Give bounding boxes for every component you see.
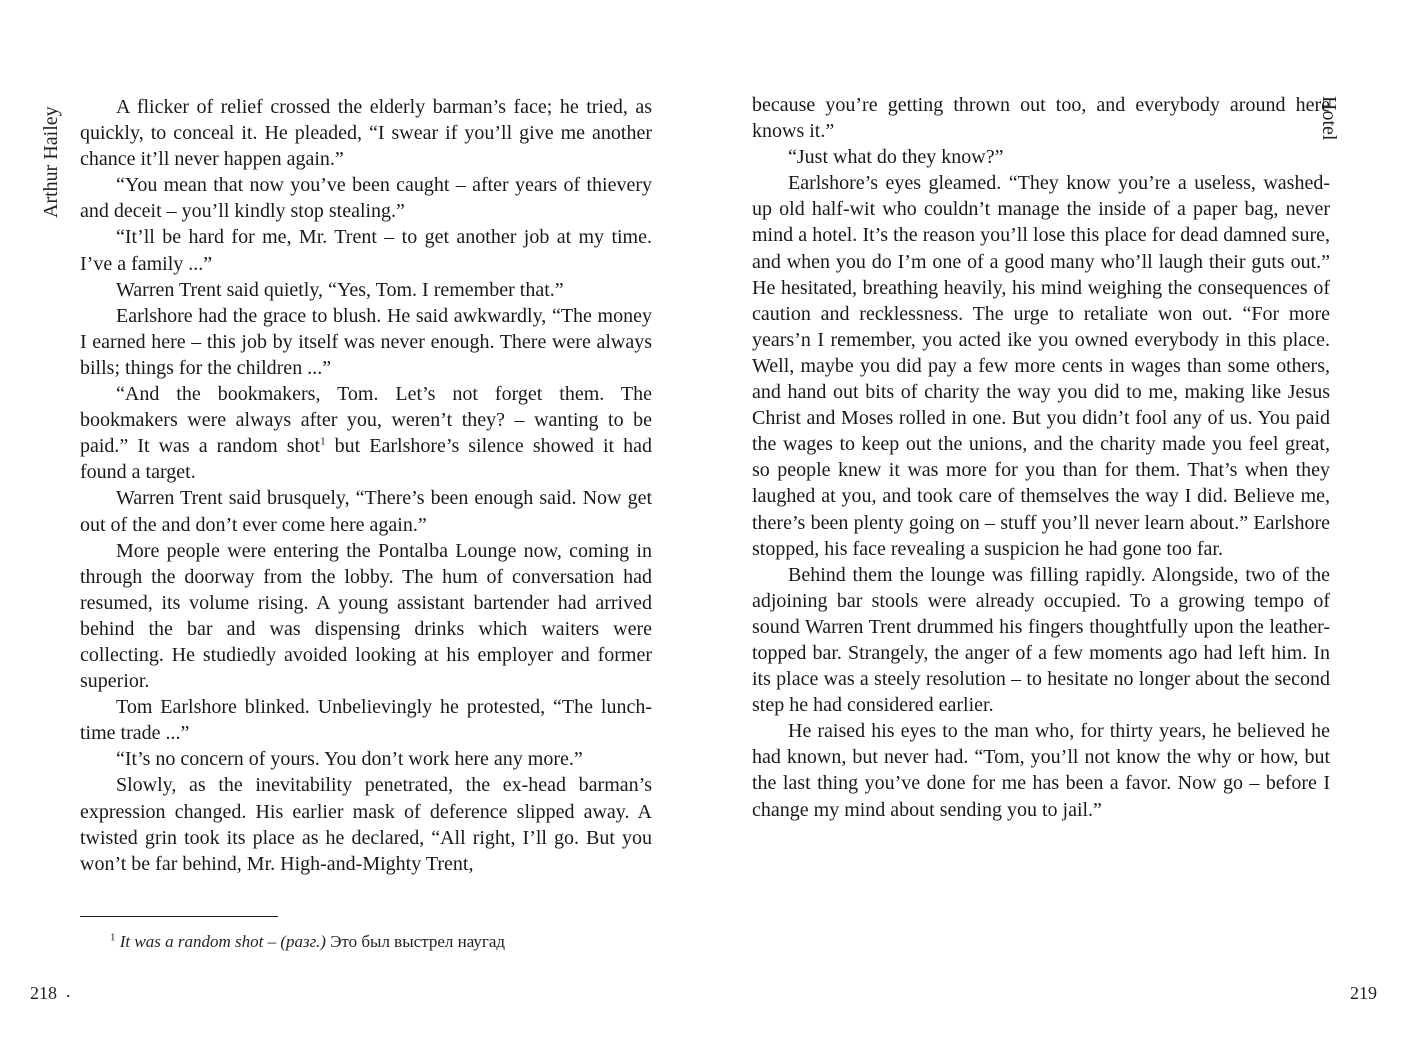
paragraph [80,381,652,485]
paragraph-text-continued: but Earlshore’s silence showed it had found a target. [80,435,652,484]
footnote-phrase: It was a random shot [119,932,264,951]
right-page [704,0,1408,1045]
paragraph: Slowly, as the inevitability penetrated, the ex-head barman’s expression changed. His earlier mask of deference slipped away. A twisted grin took its place as he declared, “All right, I’ll go. But you won’t be far behind, Mr. High-and-Mighty Trent, [80,774,652,875]
running-head-title: Hotel [1318,96,1340,141]
footnote-translation: Это был выстрел наугад [330,932,506,951]
footnote-divider [80,916,278,917]
paragraph: More people were entering the Pontalba Lounge now, coming in through the doorway from the lobby. The hum of conversation had resumed, its volume rising. A young assistant bartender had arrived behind the bar and was dispensing drinks which waiters were collecting. He studiedly avoided looking at his employer and former superior. [80,539,652,693]
paragraph: “Just what do they know?” [788,146,1004,169]
paragraph: “It’ll be hard for me, Mr. Trent – to get another job at my time. I’ve a family ...” [80,226,652,275]
paragraph: Earlshore had the grace to blush. He said awkwardly, “The money I earned here – this job by itself was never enough. There were always bills; things for the children ...” [80,304,652,379]
paragraph: “It’s no concern of yours. You don’t work here any more.” [116,748,583,771]
footnote [110,932,505,952]
paragraph: Behind them the lounge was filling rapidly. Alongside, two of the adjoining bar stools were already occupied. To a growing tempo of sound Warren Trent drummed his fingers thoughtfully upon the leather-topped bar. Strangely, the anger of a few moments ago had left him. In its place was a steely resolution – to hesitate no longer about the second step he had considered earlier. [752,563,1330,717]
running-head-author: Arthur Hailey [40,106,62,218]
paragraph: He raised his eyes to the man who, for thirty years, he believed he had known, but never had. “Tom, you’ll not know the why or how, but the last thing you’ve done for me has been a favor. Now go – before I change my mind about sending you to jail.” [752,720,1330,821]
paragraph: Warren Trent said quietly, “Yes, Tom. I remember that.” [116,278,564,301]
footnote-separator: – [263,932,281,951]
page-number: 218 [30,983,57,1003]
paragraph: Warren Trent said brusquely, “There’s been enough said. Now get out of the and don’t ever come here again.” [80,487,652,536]
paragraph: “You mean that now you’ve been caught – after years of thievery and deceit – you’ll kindly stop stealing.” [80,174,652,223]
page-number: 219 [1350,983,1377,1003]
footnote-note: (разг.) [280,932,326,951]
footnote-reference: 1 [320,435,326,448]
paragraph: because you’re getting thrown out too, and everybody around here knows it.” [752,94,1330,143]
paragraph-text: “And the bookmakers, Tom. Let’s not forget them. The bookmakers were always after you, weren’t they? – wanting to be paid.” It was a random shot [80,383,652,458]
footnote-number: 1 [110,931,116,944]
paragraph: A flicker of relief crossed the elderly barman’s face; he tried, as quickly, to conceal it. He pleaded, “I swear if you’ll give me another chance it’ll never happen again.” [80,96,652,171]
folio-mark: . [66,981,71,1001]
right-page-text [752,92,1330,823]
left-page-text [80,94,652,877]
paragraph: Earlshore’s eyes gleamed. “They know you’re a useless, washed-up old half-wit who couldn’t manage the inside of a paper bag, never mind a hotel. It’s the reason you’ll lose this place for dead damned sure, and when you do I’m one of a good many who’ll laugh their guts out.” He hesitated, breathing heavily, his mind weighing the consequences of caution and recklessness. The urge to retaliate won out. “For more years’n I remember, you acted ike you owned everybody in this place. Well, maybe you did pay a few more cents in wages than some others, and hand out bits of charity the way you did to me, making like Jesus Christ and Moses rolled in one. But you didn’t fool any of us. You paid the wages to keep out the unions, and the charity made you feel great, so people knew it was more for you than for them. That’s when they laughed at you, and took care of themselves the way I did. Believe me, there’s been plenty going on – stuff you’ll never learn about.” Earlshore stopped, his face revealing a suspicion he had gone too far. [752,172,1330,560]
paragraph: Tom Earlshore blinked. Unbelievingly he protested, “The lunch-time trade ...” [80,696,652,745]
